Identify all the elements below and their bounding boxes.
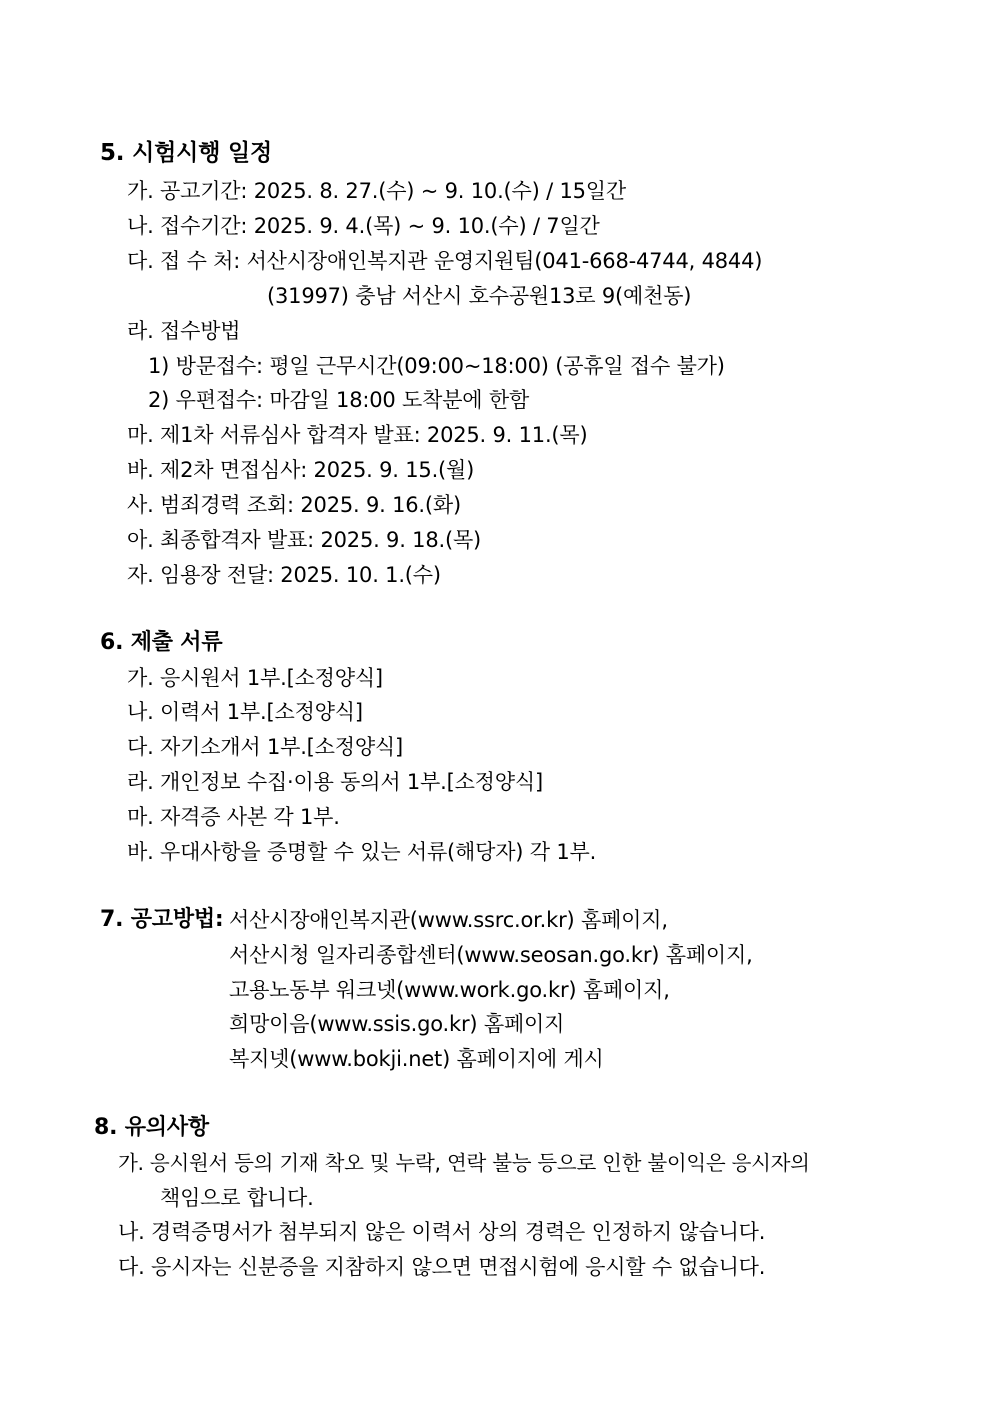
s5-item-ba: 바. 제2차 면접심사: 2025. 9. 15.(월) xyxy=(127,458,475,482)
s6-item-na: 나. 이력서 1부.[소정양식] xyxy=(127,700,363,724)
s6-item-ra: 라. 개인정보 수집·이용 동의서 1부.[소정양식] xyxy=(127,770,543,794)
s7-line-4: 희망이음(www.ssis.go.kr) 홈페이지 xyxy=(229,1012,565,1036)
section-5-heading: 5. 시험시행 일정 xyxy=(100,140,273,166)
s8-item-na: 나. 경력증명서가 첨부되지 않은 이력서 상의 경력은 인정하지 않습니다. xyxy=(118,1220,766,1244)
s6-item-ma: 마. 자격증 사본 각 1부. xyxy=(127,805,340,829)
s7-line-3: 고용노동부 워크넷(www.work.go.kr) 홈페이지, xyxy=(229,978,670,1002)
s5-item-sa: 사. 범죄경력 조회: 2025. 9. 16.(화) xyxy=(127,493,461,517)
section-8-heading: 8. 유의사항 xyxy=(94,1115,209,1140)
s5-item-ja: 자. 임용장 전달: 2025. 10. 1.(수) xyxy=(127,563,441,587)
s8-item-ga: 가. 응시원서 등의 기재 착오 및 누락, 연락 불능 등으로 인한 불이익은 응시자의 xyxy=(118,1151,810,1175)
s7-line-5: 복지넷(www.bokji.net) 홈페이지에 게시 xyxy=(229,1047,604,1071)
s6-item-ba: 바. 우대사항을 증명할 수 있는 서류(해당자) 각 1부. xyxy=(127,840,597,864)
s5-item-da-address: (31997) 충남 서산시 호수공원13로 9(예천동) xyxy=(267,284,692,308)
s7-line-1: 서산시장애인복지관(www.ssrc.or.kr) 홈페이지, xyxy=(229,908,668,932)
section-7-heading: 7. 공고방법: xyxy=(100,907,224,932)
s5-item-ra: 라. 접수방법 xyxy=(127,319,241,343)
s8-item-da: 다. 응시자는 신분증을 지참하지 않으면 면접시험에 응시할 수 없습니다. xyxy=(118,1255,766,1279)
s5-item-ma: 마. 제1차 서류심사 합격자 발표: 2025. 9. 11.(목) xyxy=(127,423,588,447)
s5-item-ga: 가. 공고기간: 2025. 8. 27.(수) ~ 9. 10.(수) / 15일간 xyxy=(127,179,626,203)
s5-item-ra-2: 2) 우편접수: 마감일 18:00 도착분에 한함 xyxy=(148,388,530,412)
s6-item-ga: 가. 응시원서 1부.[소정양식] xyxy=(127,666,383,690)
s5-item-na: 나. 접수기간: 2025. 9. 4.(목) ~ 9. 10.(수) / 7일간 xyxy=(127,214,600,238)
s5-item-da: 다. 접 수 처: 서산시장애인복지관 운영지원팀(041-668-4744, 4844) xyxy=(127,249,763,273)
s5-item-ra-1: 1) 방문접수: 평일 근무시간(09:00~18:00) (공휴일 접수 불가) xyxy=(148,354,725,378)
s5-item-a: 아. 최종합격자 발표: 2025. 9. 18.(목) xyxy=(127,528,482,552)
section-6-heading: 6. 제출 서류 xyxy=(100,630,223,655)
s8-item-ga-continued: 책임으로 합니다. xyxy=(160,1186,314,1210)
s6-item-da: 다. 자기소개서 1부.[소정양식] xyxy=(127,735,403,759)
s7-line-2: 서산시청 일자리종합센터(www.seosan.go.kr) 홈페이지, xyxy=(229,943,753,967)
